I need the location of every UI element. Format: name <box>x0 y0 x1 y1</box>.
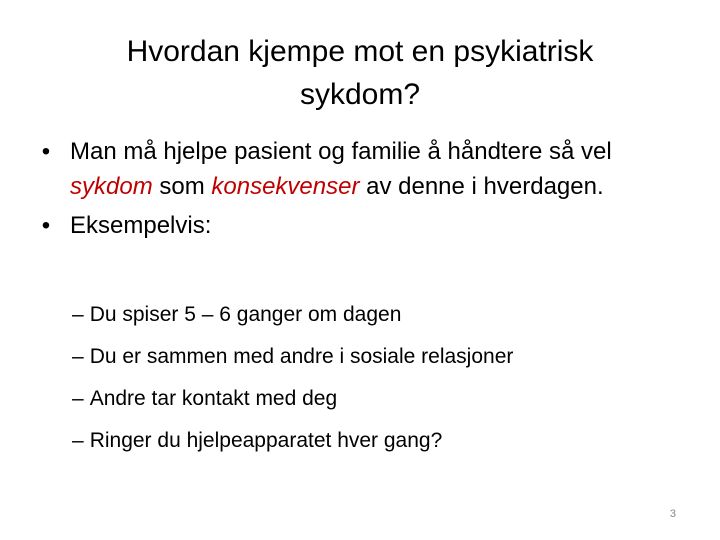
bullet-text-part-2: som <box>152 173 212 200</box>
bullet-text-part-3: av denne i hverdagen. <box>359 173 604 200</box>
bullet-item-examples <box>34 208 684 243</box>
example-sublist <box>72 300 692 468</box>
dash-marker: – <box>72 345 84 368</box>
sublist-item-text: Du er sammen med andre i sosiale relasjoner <box>89 345 514 368</box>
bullet-marker: • <box>41 138 51 165</box>
bullet-item-help-patient <box>34 134 684 204</box>
dash-marker: – <box>72 429 84 452</box>
sublist-item-text: Andre tar kontakt med deg <box>89 387 338 410</box>
sublist-item <box>72 342 692 372</box>
dash-marker: – <box>72 387 84 410</box>
bullet-list <box>34 134 684 247</box>
emphasis-konsekvenser: konsekvenser <box>211 173 360 200</box>
page-number: 3 <box>669 508 676 520</box>
sublist-item-text: Ringer du hjelpeapparatet hver gang? <box>89 429 443 452</box>
dash-marker: – <box>72 303 84 326</box>
slide-title <box>60 30 660 116</box>
sublist-item <box>72 384 692 414</box>
sublist-item-text: Du spiser 5 – 6 ganger om dagen <box>89 303 402 326</box>
sublist-item <box>72 300 692 330</box>
sublist-item <box>72 426 692 456</box>
slide-title-line-1: Hvordan kjempe mot en psykiatrisk <box>126 35 594 68</box>
bullet-text-part-1: Man må hjelpe pasient og familie å håndtere så vel <box>70 138 612 165</box>
slide-title-line-2: sykdom? <box>299 78 421 111</box>
emphasis-sykdom: sykdom <box>70 173 153 200</box>
bullet-marker: • <box>41 212 51 239</box>
bullet-text-examples: Eksempelvis: <box>70 212 212 239</box>
